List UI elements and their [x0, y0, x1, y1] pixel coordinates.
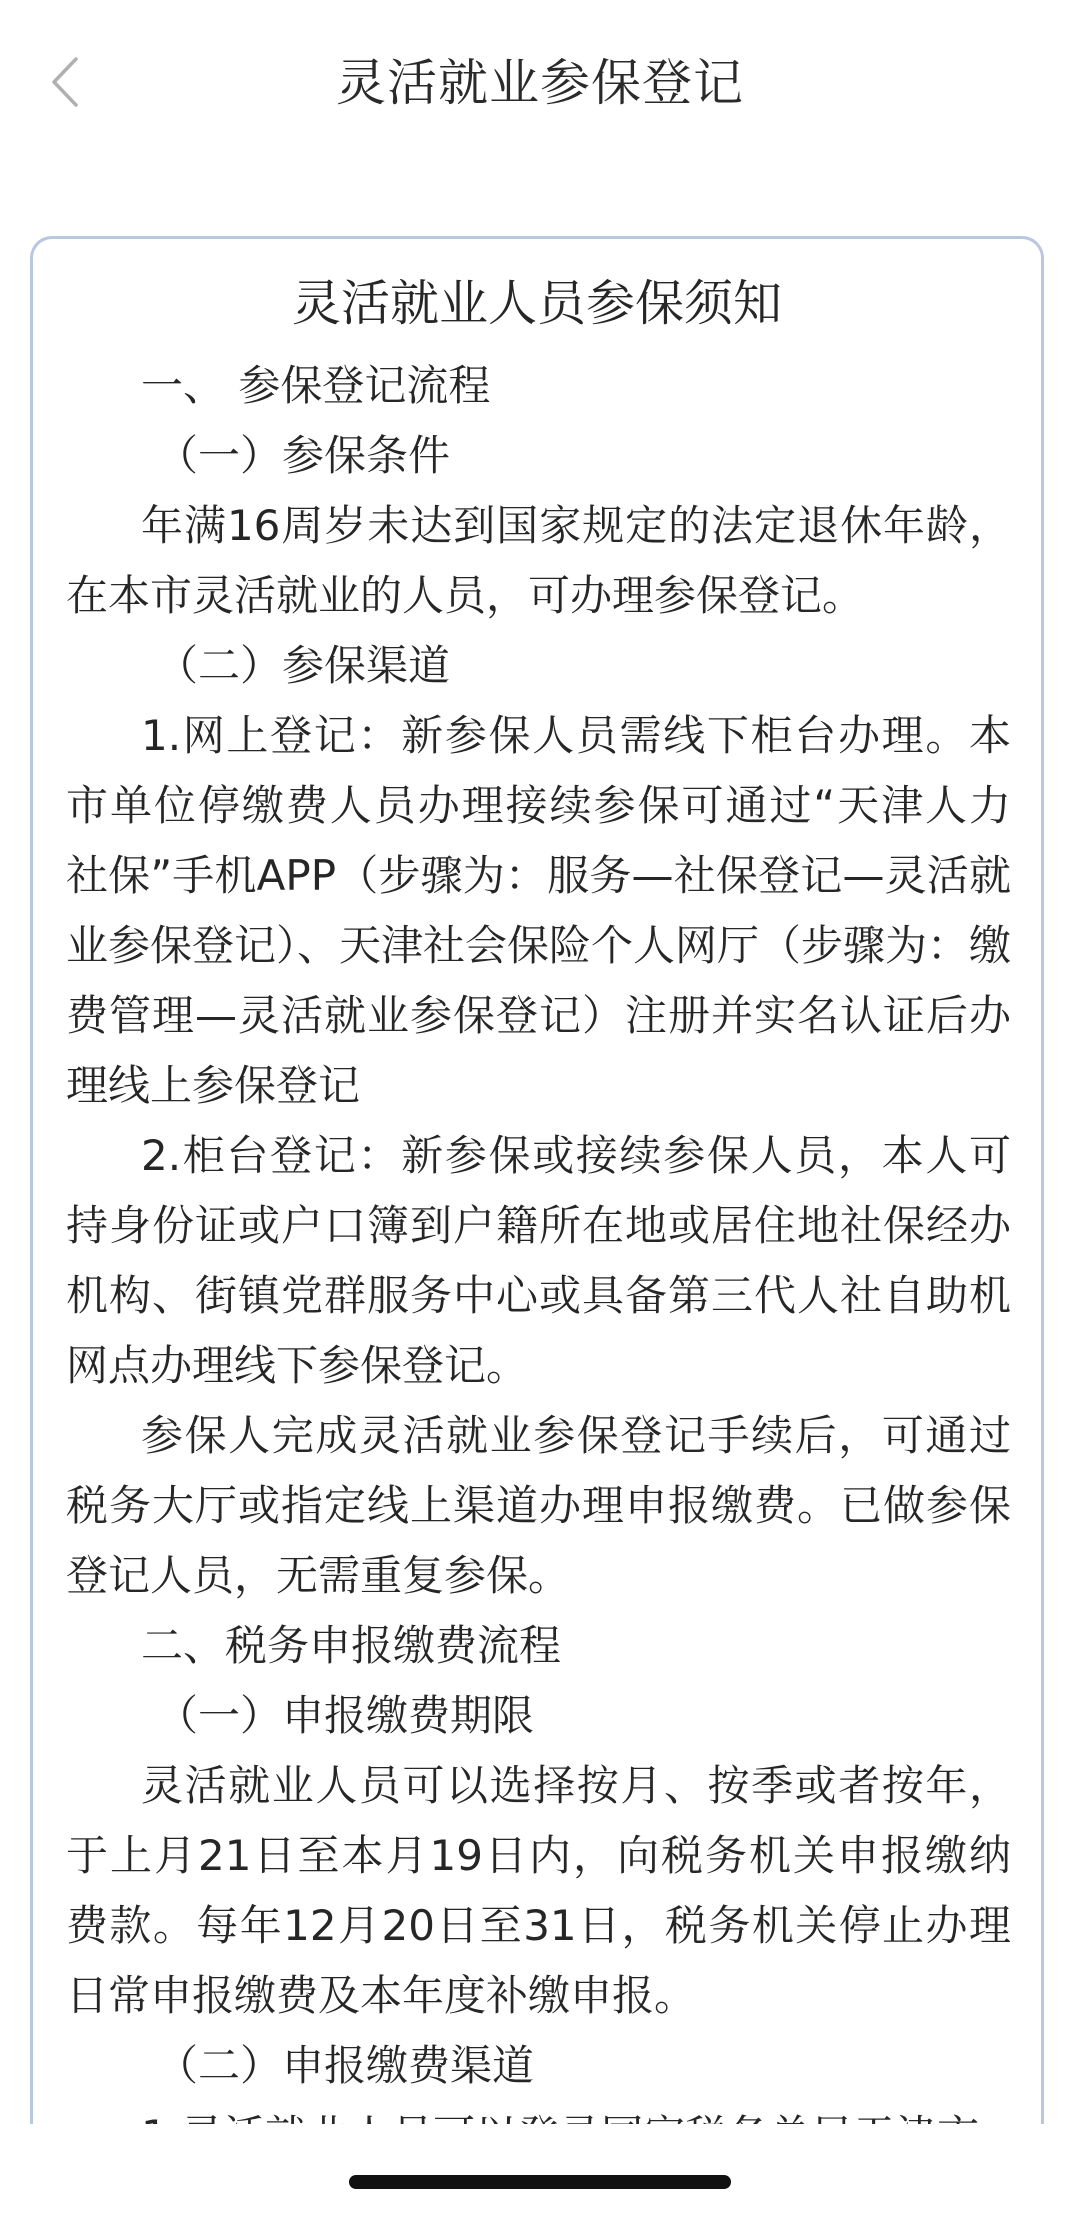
notice-title: 灵活就业人员参保须知: [291, 275, 782, 332]
notice-body: [33, 351, 1041, 2136]
subsection-heading: （二）申报缴费渠道: [156, 2041, 535, 2090]
navigation-bar: [0, 0, 1080, 170]
notice-card[interactable]: [30, 236, 1044, 2136]
home-indicator[interactable]: [349, 2175, 731, 2189]
page-title: 灵活就业参保登记: [336, 54, 744, 112]
section-heading: 一、 参保登记流程: [141, 361, 491, 410]
subsection-heading: （二）参保渠道: [156, 641, 451, 690]
paragraph: 参保人完成灵活就业参保登记手续后，可通过税务大厅或指定线上渠道办理申报缴费。已做参保登记人员，无需重复参保。: [66, 1411, 1011, 1600]
subsection-heading: （一）申报缴费期限: [156, 1691, 535, 1740]
section-heading: 二、税务申报缴费流程: [141, 1621, 562, 1670]
paragraph: 年满16周岁未达到国家规定的法定退休年龄，在本市灵活就业的人员，可办理参保登记。: [66, 501, 1011, 620]
paragraph: 2.柜台登记：新参保或接续参保人员，本人可持身份证或户口簿到户籍所在地或居住地社保经办机构、街镇党群服务中心或具备第三代人社自助机网点办理线下参保登记。: [66, 1131, 1011, 1390]
bottom-safe-area: [0, 2124, 1080, 2224]
paragraph: 1.网上登记：新参保人员需线下柜台办理。本市单位停缴费人员办理接续参保可通过“天津人力社保”手机APP（步骤为：服务—社保登记—灵活就业参保登记）、天津社会保险个人网厅（步骤为：缴费管理—灵活就业参保登记）注册并实名认证后办理线上参保登记: [66, 711, 1012, 1110]
paragraph: 灵活就业人员可以选择按月、按季或者按年，于上月21日至本月19日内，向税务机关申报缴纳费款。每年12月20日至31日，税务机关停止办理日常申报缴费及本年度补缴申报。: [66, 1761, 1011, 2020]
subsection-heading: （一）参保条件: [156, 431, 451, 480]
